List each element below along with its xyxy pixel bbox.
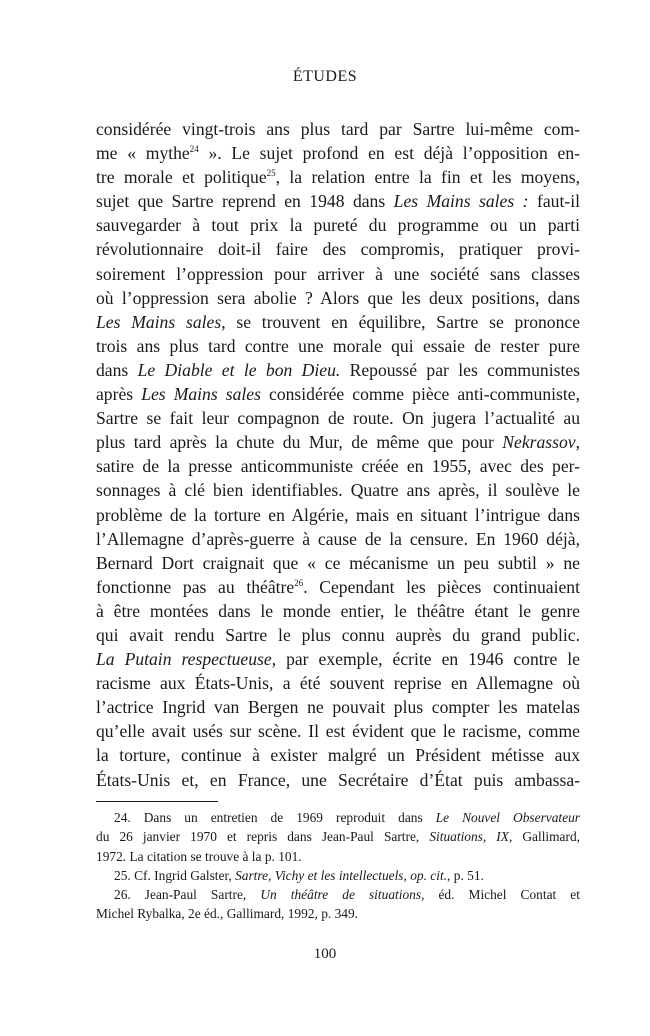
body-line-8: où l’oppression sera abolie ? Alors que les deux positions, dans	[96, 287, 580, 308]
footnote-ref-25[interactable]: 25	[266, 168, 276, 179]
footnote-24-cont: du 26 janvier 1970 et repris dans Jean-Paul Sartre, Situations, IX, Gallimard,	[96, 829, 580, 845]
footnote-26: 26. Jean-Paul Sartre, Un théâtre de situations, éd. Michel Contat et	[114, 887, 580, 903]
running-header: ÉTUDES	[292, 68, 358, 85]
body-line-26: qu’elle avait usés sur scène. Il est évident que le racisme, comme	[96, 721, 580, 742]
body-line-9: Les Mains sales, se trouvent en équilibre, Sartre se prononce	[96, 311, 580, 332]
body-line-20: fonctionne pas au théâtre$^{26}$. Cependant les pièces continuaient	[96, 576, 580, 597]
work-title: Les Mains sales :	[393, 191, 529, 212]
footnote-24: 24. Dans un entretien de 1969 reproduit dans Le Nouvel Observateur	[114, 810, 580, 825]
body-line-18: l’Allemagne d’après-guerre à cause de la censure. En 1960 déjà,	[96, 528, 580, 549]
body-line-11: dans Le Diable et le bon Dieu. Repoussé par les communistes	[96, 359, 580, 380]
body-line-2: me « mythe$^{24}$ ». Le sujet profond en est déjà l’opposition en-	[96, 143, 580, 164]
body-line-7: soirement l’oppression pour arriver à une société sans classes	[96, 263, 580, 284]
footnote-26-end: Michel Rybalka, 2e éd., Gallimard, 1992, p. 349.	[96, 906, 359, 922]
footnote-25: 25. Cf. Ingrid Galster, Sartre, Vichy et les intellectuels, op. cit., p. 51.	[114, 867, 484, 883]
body-text	[96, 117, 580, 792]
body-line-21: à être montées dans le monde entier, le théâtre étant le genre	[96, 600, 580, 621]
work-title: Les Mains sales	[141, 384, 261, 405]
body-line-12: après Les Mains sales considérée comme pièce anti-communiste,	[96, 384, 580, 405]
body-line-25: l’actrice Ingrid van Bergen ne pouvait plus compter les matelas	[96, 697, 580, 718]
body-line-27: la torture, continue à exister malgré un Président métisse aux	[96, 745, 580, 766]
body-line-28: États-Unis et, en France, une Secrétaire d’État puis ambassa-	[96, 769, 580, 790]
body-line-13: Sartre se fait leur compagnon de route. On jugera l’actualité au	[96, 408, 580, 429]
footnote-24-end: 1972. La citation se trouve à la p. 101.	[96, 848, 302, 864]
work-title: Nekrassov	[502, 432, 576, 453]
body-line-6: révolutionnaire doit-il faire des compromis, pratiquer provi-	[96, 239, 580, 260]
footnote-separator	[96, 801, 218, 802]
body-line-15: satire de la presse anticommuniste créée en 1955, avec des per-	[96, 456, 580, 477]
body-line-16: sonnages à clé bien identifiables. Quatre ans après, il soulève le	[96, 480, 580, 501]
body-line-17: problème de la torture en Algérie, mais en situant l’intrigue dans	[96, 504, 580, 525]
footnote-ref-24[interactable]: 24	[189, 144, 199, 155]
body-line-3: tre morale et politique$^{25}$, la relation entre la fin et les moyens,	[96, 167, 580, 188]
body-line-10: trois ans plus tard contre une morale qui essaie de rester pure	[96, 335, 580, 356]
body-line-24: racisme aux États-Unis, a été souvent reprise en Allemagne où	[96, 673, 580, 694]
body-line-23: La Putain respectueuse, par exemple, écrite en 1946 contre le	[96, 649, 580, 670]
footnotes	[96, 808, 580, 924]
work-title: Le Diable et le bon Dieu.	[137, 359, 341, 380]
body-line-14: plus tard après la chute du Mur, de même que pour Nekrassov,	[96, 432, 580, 453]
work-title: Les Mains sales	[96, 311, 222, 332]
work-title: La Putain respectueuse	[96, 649, 272, 670]
body-line-5: sauvegarder à tout prix la pureté du programme ou un parti	[96, 215, 580, 236]
body-line-4: sujet que Sartre reprend en 1948 dans Les Mains sales : faut-il	[96, 191, 580, 212]
page-number: 100	[313, 946, 337, 962]
body-line-1: considérée vingt-trois ans plus tard par Sartre lui-même com-	[96, 119, 580, 139]
footnote-ref-26[interactable]: 26	[294, 577, 304, 588]
body-line-22: qui avait rendu Sartre le plus connu auprès du grand public.	[96, 624, 580, 645]
body-line-19: Bernard Dort craignait que « ce mécanisme un peu subtil » ne	[96, 552, 580, 573]
